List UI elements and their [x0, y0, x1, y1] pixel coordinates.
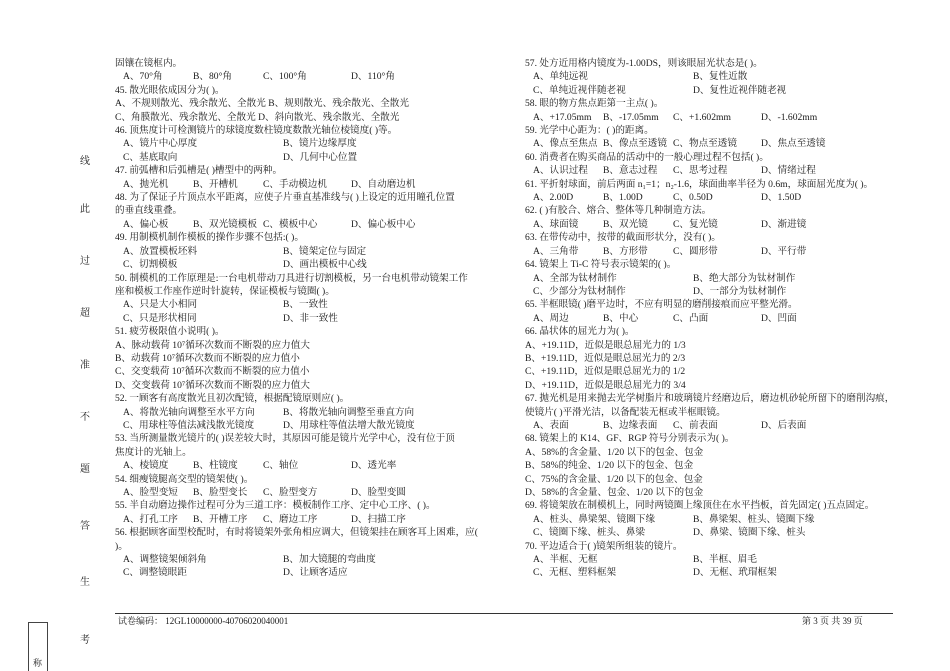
- option-row: [115, 513, 520, 526]
- answer-option: D、焦点至透镜: [761, 138, 826, 150]
- binding-char: 超: [80, 308, 90, 319]
- question-line: 的垂直线重叠。: [115, 205, 183, 217]
- answer-option: B、开槽机: [193, 178, 238, 190]
- option-row: [115, 312, 520, 325]
- question-line: C、交变载荷 10⁷循环次数而不断裂的应力值小: [115, 366, 310, 378]
- answer-option: C、模板中心: [263, 218, 318, 230]
- question-line: C、75%的含金量、1/20 以下的包金、包金: [525, 473, 703, 485]
- answer-option: D、偏心板中心: [351, 218, 416, 230]
- question-line: 64. 镜架上 Ti-C 符号表示镜架的( )。: [525, 259, 677, 271]
- answer-option: D、透光率: [351, 460, 397, 472]
- binding-char: 考: [80, 635, 90, 646]
- answer-option: C、手动模边机: [263, 178, 327, 190]
- answer-option: A、表面: [533, 419, 569, 431]
- answer-option: B、一致性: [283, 299, 328, 311]
- question-line: 焦度计的光轴上。: [115, 446, 192, 458]
- option-row: [525, 111, 930, 124]
- answer-option: D、后表面: [761, 419, 807, 431]
- option-row: [525, 164, 930, 177]
- answer-option: C、物点至透镜: [673, 138, 737, 150]
- answer-option: D、扫描工序: [351, 513, 406, 525]
- option-row: [525, 218, 930, 231]
- question-line: 51. 疲劳极限值小说明( )。: [115, 326, 225, 338]
- answer-option: D、-1.602mm: [761, 111, 818, 123]
- answer-option: B、像点至透镜: [603, 138, 667, 150]
- option-row: [525, 191, 930, 204]
- answer-option: B、柱镜度: [193, 460, 238, 472]
- answer-option: C、调整镜眼距: [123, 567, 187, 579]
- binding-char: 过: [80, 256, 90, 267]
- answer-option: B、加大镜腿的弯曲度: [283, 554, 376, 566]
- option-row: [525, 419, 930, 432]
- binding-char: 答: [80, 521, 90, 532]
- question-line: 59. 光学中心距为：( )的距离。: [525, 125, 654, 137]
- answer-option: B、绝大部分为钛材制作: [693, 272, 796, 284]
- answer-option: B、将散光轴向调整至垂直方向: [283, 406, 415, 418]
- question-line: B、58%的纯金、1/20 以下的包金、包金: [525, 460, 694, 472]
- answer-option: B、中心: [603, 312, 639, 324]
- exam-code: 试卷编码： 12GL10000000-40706020040001: [118, 616, 289, 626]
- option-row: [525, 553, 930, 566]
- question-line: D、58%的含金量、包金、1/20 以下的包金: [525, 487, 704, 498]
- answer-option: C、单纯近视伴随老视: [533, 84, 626, 96]
- answer-option: D、脸型变圆: [351, 487, 406, 498]
- answer-option: C、用球柱等值法减浅散光镜度: [123, 419, 255, 431]
- binding-char: 此: [80, 204, 90, 215]
- answer-option: A、偏心板: [123, 218, 169, 230]
- answer-option: A、全部为钛材制作: [533, 272, 617, 284]
- answer-option: D、凹面: [761, 312, 797, 324]
- answer-option: B、边缘表面: [603, 419, 658, 431]
- option-row: [525, 137, 930, 150]
- question-line: 61. 平折射球面，前后两面 n₁=1；n₂-1.6，球面曲率半径为 0.6m，球面屈光度为( )。: [525, 178, 874, 190]
- answer-option: B、方形带: [603, 245, 648, 257]
- answer-option: A、2.00D: [533, 192, 574, 204]
- answer-option: A、三角带: [533, 245, 579, 257]
- option-row: [525, 513, 930, 526]
- question-line: 56. 根据顾客面型校配时，有时将镜架外张角相应调大，但镜架挂在顾客耳上困难，应(: [115, 527, 478, 539]
- answer-option: A、镜片中心厚度: [123, 138, 198, 150]
- question-line: 使镜片( )平滑光洁，以备配装无框或半框眼镜。: [525, 406, 726, 418]
- right-column: [525, 57, 930, 580]
- question-line: A、+19.11D，近似是眼总屈光力的 1/3: [525, 339, 686, 351]
- question-line: B、+19.11D，近似是眼总屈光力的 2/3: [525, 352, 686, 364]
- answer-option: C、+1.602mm: [673, 111, 731, 123]
- option-row: [115, 406, 520, 419]
- answer-option: D、画出模板中心线: [283, 259, 367, 271]
- binding-char: 题: [80, 464, 90, 475]
- question-line: C、角膜散光、残余散光、全散光 D、斜向散光、残余散光、全散光: [115, 111, 400, 123]
- answer-option: C、凸面: [673, 312, 709, 324]
- answer-option: D、自动磨边机: [351, 178, 416, 190]
- question-line: C、+19.11D，近似是眼总屈光力的 1/2: [525, 366, 686, 378]
- question-line: 66. 晶状体的屈光力为( )。: [525, 326, 635, 338]
- answer-option: D、让顾客适应: [283, 567, 348, 579]
- option-row: [115, 151, 520, 164]
- answer-option: A、抛光机: [123, 178, 169, 190]
- question-line: 45. 散光眼依成因分为( )。: [115, 84, 225, 96]
- question-line: A、不规则散光、残余散光、全散光 B、规则散光、残余散光、全散光: [115, 98, 409, 110]
- answer-option: B、双光镜模板: [193, 218, 257, 230]
- question-line: 47. 前弧槽和后弧槽是( )槽型中的两种。: [115, 165, 283, 177]
- option-row: [525, 566, 930, 579]
- option-row: [525, 285, 930, 298]
- answer-option: B、复性近散: [693, 71, 748, 83]
- answer-option: A、只是大小相同: [123, 299, 198, 311]
- page-number: 第 3 页 共 39 页: [802, 616, 863, 626]
- answer-option: B、-17.05mm: [603, 111, 659, 123]
- question-line: 70. 平边适合于( )镜架所组装的镜片。: [525, 540, 683, 552]
- answer-option: A、球面镜: [533, 218, 579, 230]
- answer-option: C、脸型变方: [263, 487, 318, 498]
- answer-option: C、少部分为钛材制作: [533, 285, 626, 297]
- answer-option: A、半框、无框: [533, 554, 598, 566]
- answer-option: C、100°角: [263, 71, 307, 83]
- question-line: 50. 制模机的工作原理是:一台电机带动刀具进行切割模板，另一台电机带动镜架工作: [115, 272, 468, 284]
- answer-option: A、单纯远视: [533, 71, 588, 83]
- answer-option: D、平行带: [761, 245, 807, 257]
- answer-option: D、鼻梁、镜圈下缘、桩头: [693, 527, 806, 539]
- binding-strip: [58, 60, 118, 670]
- binding-char: 不: [80, 412, 90, 423]
- answer-option: C、镜圈下缘、桩头、鼻梁: [533, 527, 645, 539]
- answer-option: C、0.50D: [673, 192, 713, 204]
- answer-option: C、圆形带: [673, 245, 718, 257]
- answer-option: C、无框、塑料框架: [533, 567, 617, 579]
- question-line: 67. 抛光机是用来抛去光学树脂片和玻璃镜片经磨边后，磨边机砂轮所留下的磨削沟痕，: [525, 393, 895, 405]
- option-row: [115, 178, 520, 191]
- answer-option: D、非一致性: [283, 312, 338, 324]
- answer-option: A、将散光轴向调整至水平方向: [123, 406, 255, 418]
- binding-char: 准: [80, 360, 90, 371]
- option-row: [115, 218, 520, 231]
- answer-option: A、脸型变短: [123, 487, 178, 498]
- option-row: [115, 258, 520, 271]
- option-row: [525, 272, 930, 285]
- option-row: [525, 312, 930, 325]
- answer-option: A、打孔工序: [123, 513, 178, 525]
- question-line: 座和模板工作座作逆时针旋转，保证模板与镜圈( )。: [115, 285, 335, 297]
- answer-option: A、调整镜架倾斜角: [123, 554, 207, 566]
- answer-option: C、磨边工序: [263, 513, 318, 525]
- option-row: [525, 245, 930, 258]
- option-row: [115, 553, 520, 566]
- answer-option: B、1.00D: [603, 192, 643, 204]
- question-line: 46. 顶焦度计可检测镜片的球镜度数柱镜度数散光轴位棱镜度( )等。: [115, 125, 398, 137]
- question-line: 69. 将镜架放在制模机上，同时两镜圈上缘顶住在水平挡板，首先固定( )五点固定。: [525, 500, 875, 512]
- answer-option: D、渐进镜: [761, 218, 807, 230]
- answer-option: D、用球柱等值法增大散光镜度: [283, 419, 415, 431]
- question-line: 63. 在带传动中，按带的截面形状分，没有( )。: [525, 232, 721, 244]
- question-line: 52. 一顾客有高度散光且初次配镜，根据配镜原则应( )。: [115, 393, 350, 405]
- answer-option: C、前表面: [673, 419, 718, 431]
- question-line: 65. 半框眼镜( )磨平边时，不应有明显的磨削接痕而应平整光滑。: [525, 299, 798, 311]
- answer-option: A、像点至焦点: [533, 138, 598, 150]
- binding-char: 线: [80, 156, 90, 167]
- question-line: 48. 为了保证子片顶点水平距离，应使子片垂直基准线与( )上设定的近用瞳孔位置: [115, 192, 455, 204]
- option-row: [525, 84, 930, 97]
- answer-option: A、认识过程: [533, 165, 588, 177]
- answer-option: A、桩头、鼻梁架、镜圈下缘: [533, 513, 656, 525]
- answer-option: D、无框、玳瑁框架: [693, 567, 777, 579]
- binding-char: 生: [80, 577, 90, 588]
- question-line: 固镶在镜框内。: [115, 58, 183, 69]
- question-line: D、+19.11D，近似是眼总屈光力的 3/4: [525, 379, 686, 391]
- answer-option: C、切割模板: [123, 259, 178, 271]
- option-row: [525, 70, 930, 83]
- name-box: [28, 622, 48, 671]
- question-line: 58. 眼的物方焦点距第一主点( )。: [525, 98, 664, 110]
- footer-divider: [115, 613, 893, 614]
- answer-option: D、情绪过程: [761, 165, 816, 177]
- option-row: [525, 526, 930, 539]
- option-row: [115, 486, 520, 499]
- question-line: 55. 半自动磨边操作过程可分为三道工序：模板制作工序、定中心工序、( )。: [115, 500, 436, 512]
- question-line: 53. 当所测量散光镜片的( )误差较大时，其原因可能是镜片光学中心，没有位于顶: [115, 433, 455, 445]
- question-line: 60. 消费者在购买商品的活动中的一般心理过程不包括( )。: [525, 151, 769, 163]
- question-line: )。: [115, 540, 128, 552]
- answer-option: B、镜架定位与固定: [283, 245, 367, 257]
- answer-option: B、鼻梁架、桩头、镜圈下缘: [693, 513, 815, 525]
- option-row: [115, 70, 520, 83]
- answer-option: B、80°角: [193, 71, 233, 83]
- question-line: B、动载荷 10⁷循环次数而不断裂的应力值小: [115, 352, 300, 364]
- answer-option: C、轴位: [263, 460, 299, 472]
- question-line: D、交变载荷 10⁷循环次数而不断裂的应力值大: [115, 379, 310, 391]
- answer-option: D、复性近视伴随老视: [693, 84, 787, 96]
- answer-option: B、脸型变长: [193, 487, 248, 498]
- answer-option: B、双光镜: [603, 218, 648, 230]
- answer-option: C、基底取向: [123, 151, 178, 163]
- question-line: 57. 处方近用格内镜度为-1.00DS，则该眼屈光状态是( )。: [525, 58, 763, 69]
- answer-option: C、只是形状相同: [123, 312, 197, 324]
- answer-option: B、开槽工序: [193, 513, 248, 525]
- answer-option: A、+17.05mm: [533, 111, 592, 123]
- answer-option: C、复光镜: [673, 218, 718, 230]
- answer-option: C、思考过程: [673, 165, 728, 177]
- answer-option: B、镜片边缘厚度: [283, 138, 357, 150]
- question-line: 54. 细瘦镜腿高交型的镜架使( )。: [115, 473, 254, 485]
- question-line: 62. ( )有胶合、熔合、整体等几种制造方法。: [525, 205, 712, 217]
- question-line: 68. 镜架上的 K14、GF、RGP 符号分别表示为( )。: [525, 433, 735, 445]
- option-row: [115, 566, 520, 579]
- answer-option: D、110°角: [351, 71, 395, 83]
- left-column: [115, 57, 520, 580]
- answer-option: A、棱镜度: [123, 460, 169, 472]
- option-row: [115, 419, 520, 432]
- answer-option: D、1.50D: [761, 192, 802, 204]
- name-box-label: 称: [33, 658, 43, 668]
- answer-option: B、意志过程: [603, 165, 658, 177]
- option-row: [115, 137, 520, 150]
- answer-option: A、70°角: [123, 71, 163, 83]
- answer-option: A、周边: [533, 312, 569, 324]
- answer-option: B、半框、眉毛: [693, 554, 757, 566]
- option-row: [115, 459, 520, 472]
- question-line: 49. 用制模机制作模板的操作步骤不包括:( )。: [115, 232, 304, 244]
- question-line: A、脉动载荷 10⁷循环次数而不断裂的应力值大: [115, 339, 310, 351]
- option-row: [115, 245, 520, 258]
- answer-option: D、几何中心位置: [283, 151, 358, 163]
- question-line: A、58%的含金量、1/20 以下的包金、包金: [525, 446, 704, 458]
- answer-option: D、一部分为钛材制作: [693, 285, 787, 297]
- option-row: [115, 298, 520, 311]
- answer-option: A、放置模板坯料: [123, 245, 198, 257]
